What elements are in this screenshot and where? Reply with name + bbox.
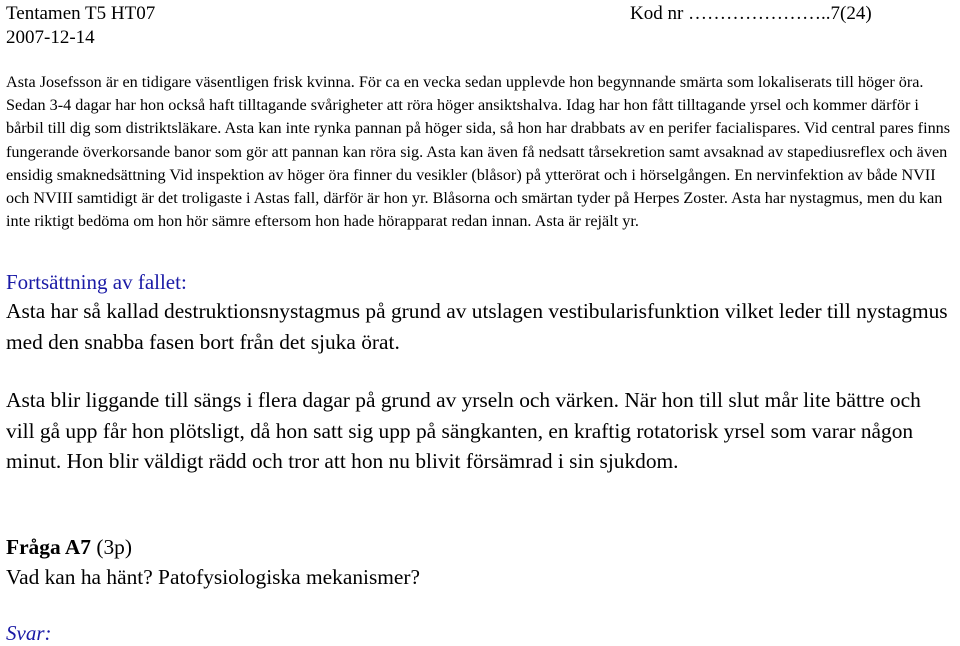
continuation-heading: Fortsättning av fallet:: [6, 270, 187, 294]
question-text: Vad kan ha hänt? Patofysiologiska mekanismer?: [6, 565, 421, 589]
case-intro: [6, 71, 954, 233]
paragraph-1-text: Asta har så kallad destruktionsnystagmus på grund av utslagen vestibularisfunktion vilket leder till nystagmus med den snabba fasen bort från det sjuka örat.: [6, 299, 948, 354]
case-intro-text: Asta Josefsson är en tidigare väsentligen frisk kvinna. För ca en vecka sedan upplevde hon begynnande smärta som lokaliserats till höger öra. Sedan 3-4 dagar har hon också haft tilltagande svårigheter att röra höger ansiktshalva. Idag har hon fått tilltagande yrsel och kommer därför i bårbil till dig som distriktsläkare. Asta kan inte rynka pannan på höger sida, så hon har drabbats av en perifer facialispares. Vid central pares finns fungerande överkorsande banor som gör att pannan kan röra sig. Asta kan även få nedsatt tårsekretion samt avsaknad av stapediusreflex och även ensidig smaknedsättning Vid inspektion av höger öra finner du vesikler (blåsor) på ytterörat och i hörselgången. En nervinfektion av både NVII och NVIII samtidigt är det troligaste i Astas fall, därför är hon yr. Blåsorna och smärtan tyder på Herpes Zoster. Asta har nystagmus, men du kan inte riktigt bedöma om hon hör sämre eftersom hon hade hörapparat redan innan. Asta är rejält yr.: [6, 73, 951, 231]
exam-date: 2007-12-14: [6, 27, 95, 48]
paragraph-2-text: Asta blir liggande till sängs i flera dagar på grund av yrseln och värken. När hon till slut mår lite bättre och vill gå upp får hon plötsligt, då hon satt sig upp på sängkanten, en kraftig rotatorisk yrsel som varar någon minut. Hon blir väldigt rädd och tror att hon nu blivit försämrad i sin sjukdom.: [6, 388, 921, 474]
question-points: (3p): [90, 535, 132, 559]
case-paragraph-1: [6, 296, 954, 357]
code-number: Kod nr …………………..7(24): [630, 3, 872, 24]
exam-title: Tentamen T5 HT07: [6, 3, 156, 24]
answer-label: Svar:: [6, 621, 52, 645]
question-title: Fråga A7: [6, 535, 91, 559]
question-heading: [6, 532, 132, 562]
case-paragraph-2: [6, 385, 954, 477]
